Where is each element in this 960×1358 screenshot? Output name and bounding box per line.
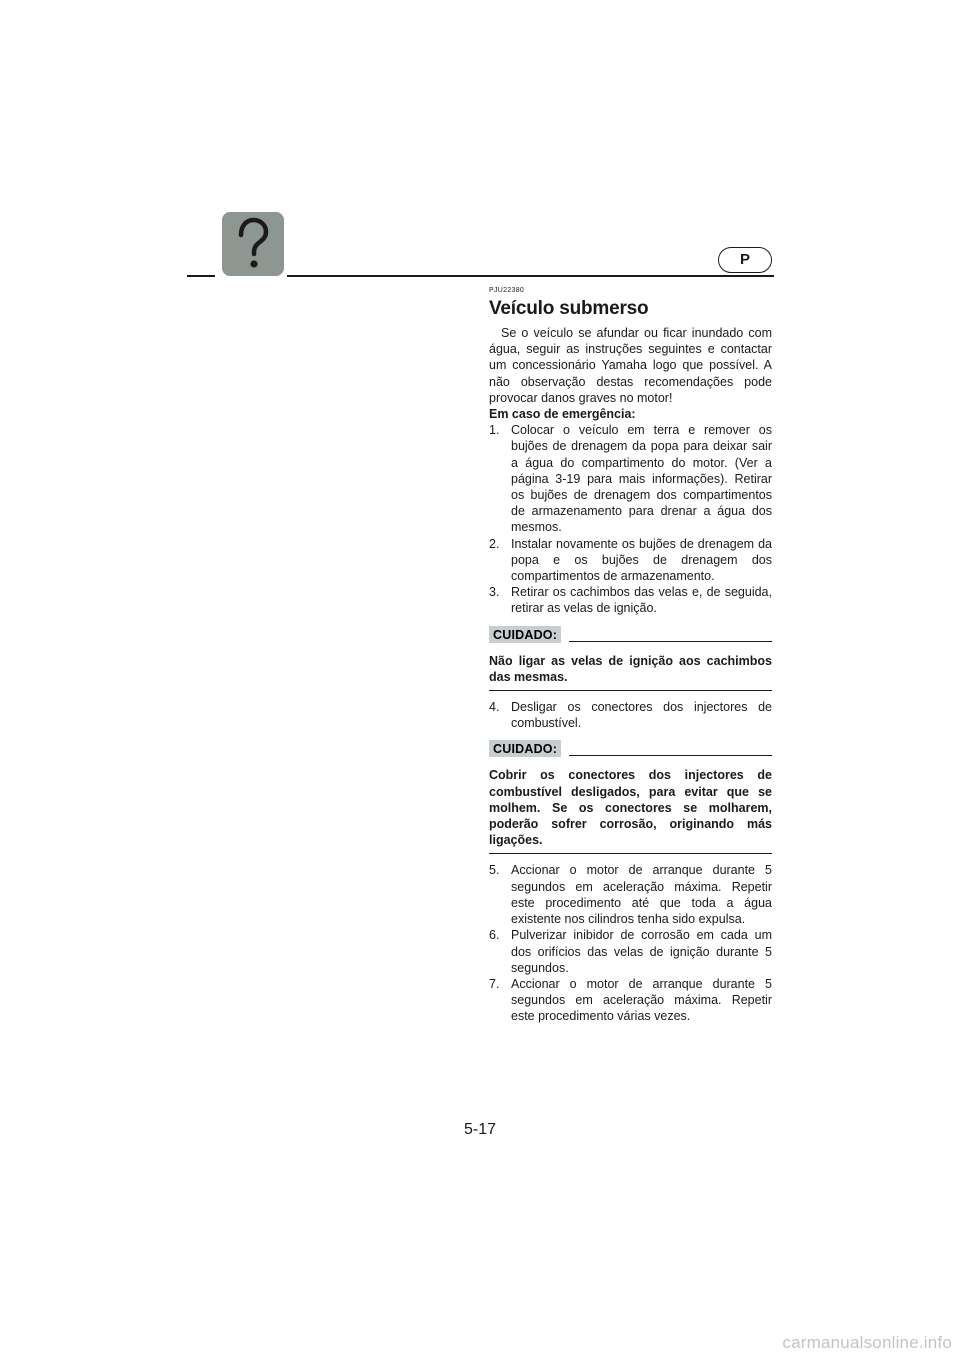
steps-list-b <box>489 699 772 731</box>
caution-text: Cobrir os conectores dos injectores de combustível desligados, para evitar que se molhem. Se os conectores se molharem, poderão sofrer corrosão, originando más ligações. <box>489 768 772 848</box>
list-item: 7. Accionar o motor de arranque durante 5 segundos em aceleração máxima. Repetir este procedimento várias vezes. <box>489 976 772 1024</box>
caution-label: CUIDADO: <box>489 626 561 643</box>
header-rule-right <box>287 275 774 277</box>
caution-rule <box>569 641 772 642</box>
question-mark-icon <box>222 212 284 276</box>
caution-end-rule <box>489 853 772 854</box>
steps-list-a <box>489 422 772 616</box>
list-item: 5. Accionar o motor de arranque durante 5 segundos em aceleração máxima. Repetir este procedimento até que toda a água existente nos cilindros tenha sido expulsa. <box>489 863 772 927</box>
list-item: 3. Retirar os cachimbos das velas e, de seguida, retirar as velas de ignição. <box>489 585 772 616</box>
question-mark-glyph <box>222 212 284 276</box>
list-item: 1. Colocar o veículo em terra e remover os bujões de drenagem da popa para deixar sair a água do compartimento do motor. (Ver a página 3-19 para mais informações). Retirar os bujões de drenagem dos compartimentos de armazenamento para drenar a água dos mesmos. <box>489 423 772 535</box>
caution-end-rule <box>489 690 772 691</box>
section-code: PJU22380 <box>489 287 525 294</box>
main-content <box>489 287 772 1025</box>
steps-list-c <box>489 862 772 1024</box>
caution-box-2 <box>489 739 772 854</box>
language-badge: P <box>718 247 772 273</box>
caution-rule <box>569 755 772 756</box>
list-item: 6. Pulverizar inibidor de corrosão em cada um dos orifícios das velas de ignição durante 5 segundos. <box>489 928 772 975</box>
list-item: 2. Instalar novamente os bujões de drenagem da popa e os bujões de drenagem dos compartimentos de armazenamento. <box>489 536 772 584</box>
section-title: Veículo submerso <box>489 298 649 319</box>
intro-paragraph: Se o veículo se afundar ou ficar inundado com água, seguir as instruções seguintes e contactar um concessionário Yamaha logo que possível. A não observação destas recomendações pode provocar danos graves no motor! <box>489 326 772 405</box>
header-rule-left <box>187 275 215 277</box>
emergency-heading: Em caso de emergência: <box>489 407 636 422</box>
page-number: 5-17 <box>463 1121 497 1138</box>
caution-text: Não ligar as velas de ignição aos cachimbos das mesmas. <box>489 653 772 684</box>
caution-box-1 <box>489 625 772 691</box>
caution-label: CUIDADO: <box>489 740 561 757</box>
list-item: 4. Desligar os conectores dos injectores de combustível. <box>489 700 772 731</box>
watermark: carmanualsonline.info <box>782 1333 952 1352</box>
